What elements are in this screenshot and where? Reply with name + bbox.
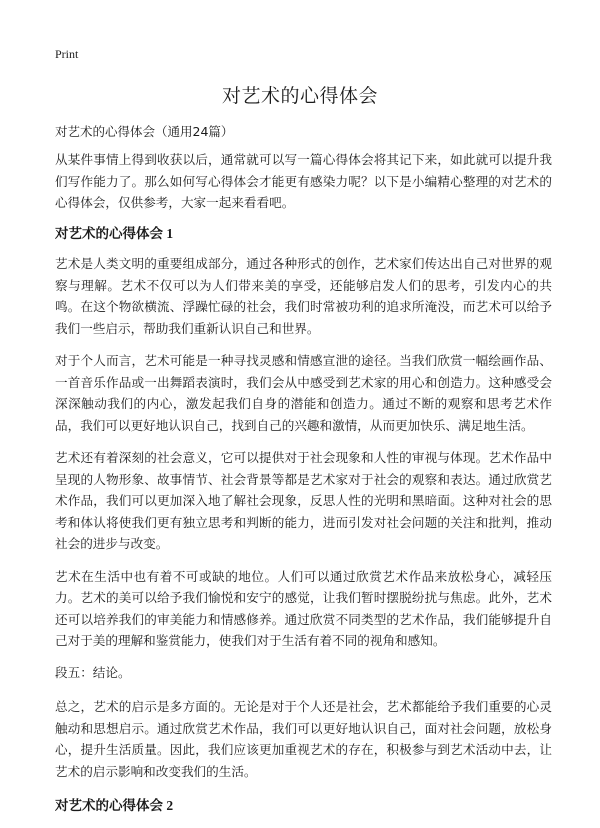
section-heading-1: 对艺术的心得体会 1 [55,226,174,242]
document-subtitle: 对艺术的心得体会（通用24篇） [55,124,234,139]
paragraph: 艺术还有着深刻的社会意义，它可以提供对于社会现象和人性的审视与体现。艺术作品中呈现的人物形象、故事情节、社会背景等都是艺术家对于社会的观察和表达。通过欣赏艺术作品，我们可以更加深入地了解社会现象，反思人性的光明和黑暗面。这种对社会的思考和体认将使我们更有独立思考和判断的能力，进而引发对社会问题的关注和批判，推动社会的进步与改变。 [55,450,552,552]
paragraph: 总之，艺术的启示是多方面的。无论是对于个人还是社会，艺术都能给予我们重要的心灵触动和思想启示。通过欣赏艺术作品，我们可以更好地认识自己，面对社会问题，放松身心，提升生活质量。因此，我们应该更加重视艺术的存在，积极参与到艺术活动中去，让艺术的启示影响和改变我们的生活。 [55,698,552,779]
section-heading-2: 对艺术的心得体会 2 [55,798,174,814]
print-link[interactable]: Print [55,47,79,61]
document-body [55,121,552,825]
paragraph: 对于个人而言，艺术可能是一种寻找灵感和情感宣泄的途径。当我们欣赏一幅绘画作品、一首音乐作品或一出舞蹈表演时，我们会从中感受到艺术家的用心和创造力。这种感受会深深触动我们的内心，激发起我们自身的潜能和创造力。通过不断的观察和思考艺术作品，我们可以更好地认识自己，找到自己的兴趣和激情，从而更加快乐、满足地生活。 [55,353,552,433]
intro-paragraph: 从某件事情上得到收获以后，通常就可以写一篇心得体会将其记下来，如此就可以提升我们写作能力了。那么如何写心得体会才能更有感染力呢？以下是小编精心整理的对艺术的心得体会，仅供参考，大家一起来看看吧。 [55,152,552,211]
paragraph-conclusion-label: 段五：结论。 [55,665,131,681]
paragraph: 艺术是人类文明的重要组成部分，通过各种形式的创作，艺术家们传达出自己对世界的观察与理解。艺术不仅可以为人们带来美的享受，还能够启发人们的思考，引发内心的共鸣。在这个物欲横流、浮躁忙碌的社会，我们时常被功利的追求所淹没，而艺术可以给予我们一些启示，帮助我们重新认识自己和世界。 [55,256,552,337]
paragraph: 艺术在生活中也有着不可或缺的地位。人们可以通过欣赏艺术作品来放松身心，减轻压力。艺术的美可以给予我们愉悦和安宁的感觉，让我们暂时摆脱纷扰与焦虑。此外，艺术还可以培养我们的审美能力和情感修养。通过欣赏不同类型的艺术作品，我们能够提升自己对于美的理解和鉴赏能力，使我们对于生活有着不同的视角和感知。 [55,568,552,649]
page-title: 对艺术的心得体会 [221,85,378,107]
